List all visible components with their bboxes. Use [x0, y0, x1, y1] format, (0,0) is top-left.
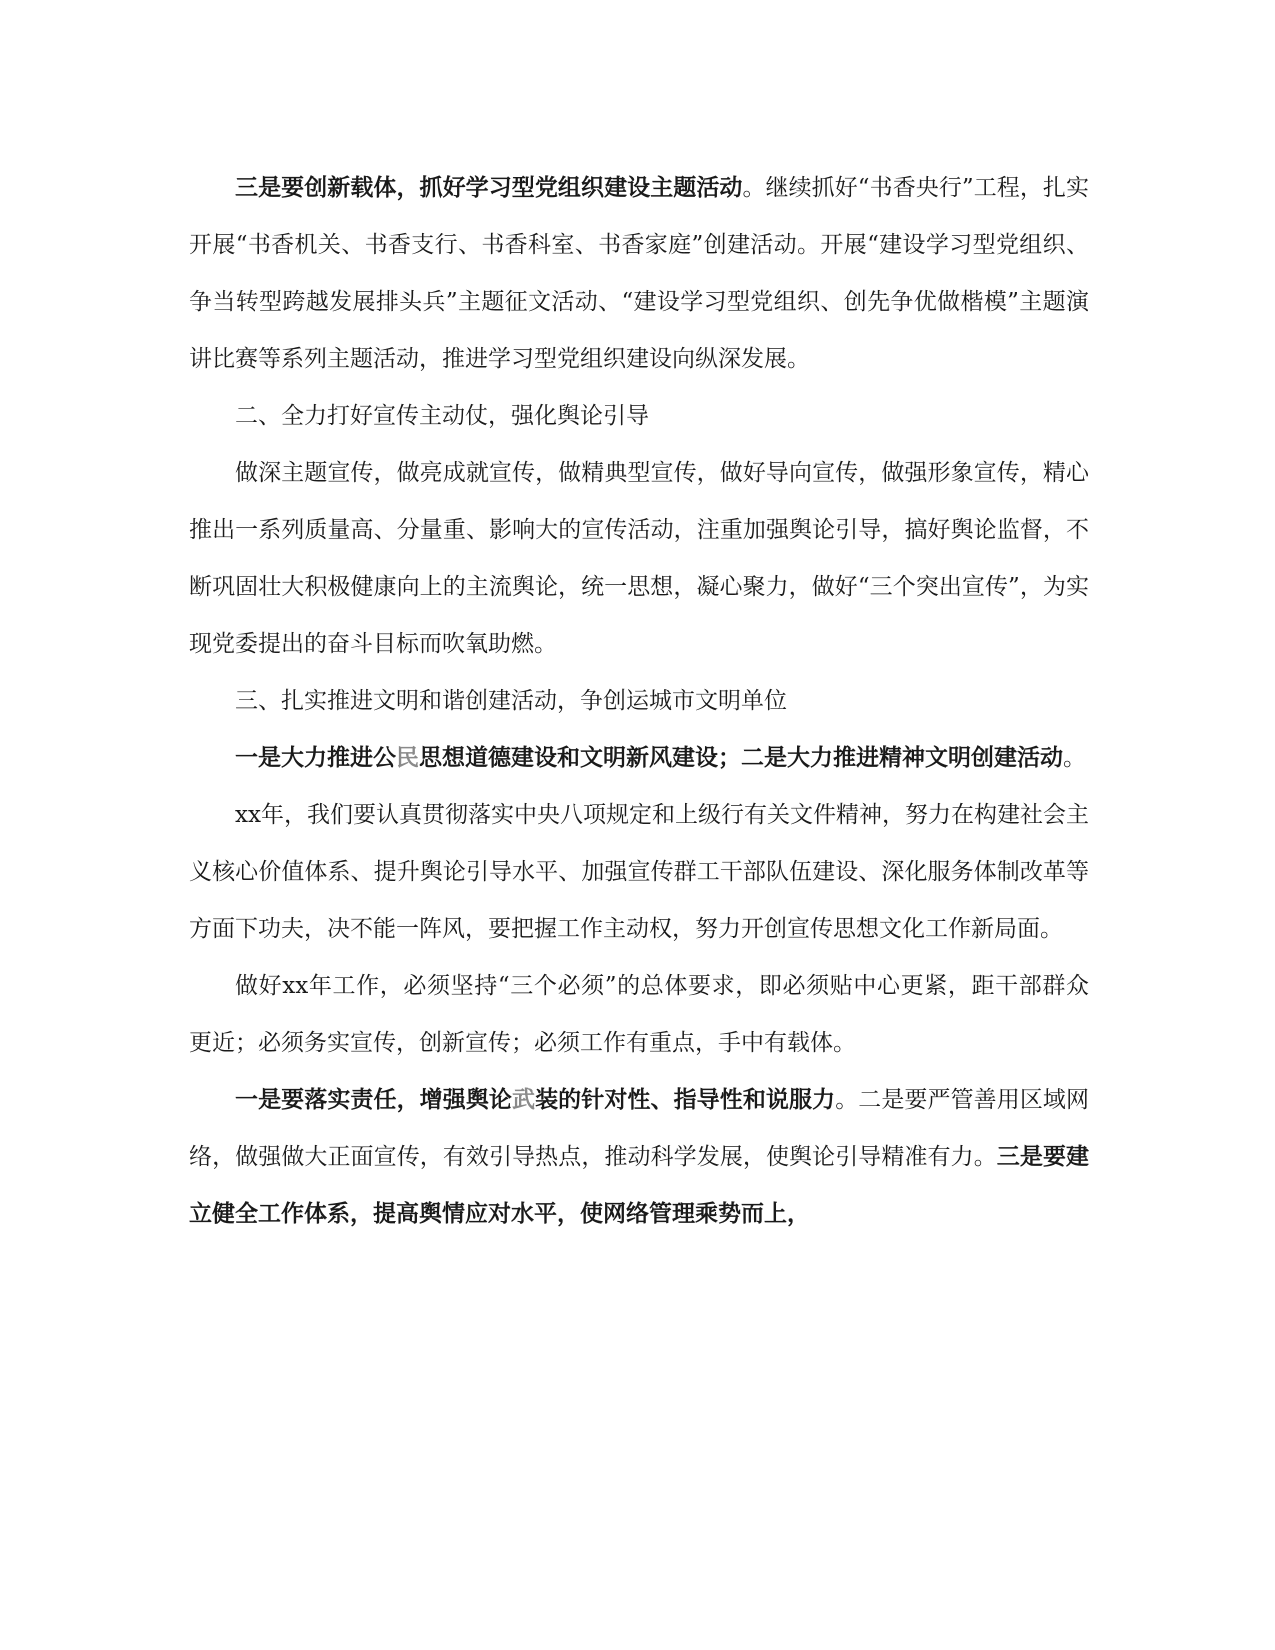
paragraph-lead-continued: 思想道德建设和文明新风建设；二是大力推进精神文明创建活动: [419, 745, 1063, 771]
paragraph-civilization-points: [189, 730, 1089, 787]
paragraph-learning-organization: [189, 160, 1089, 388]
paragraph-middle: 。二是要严管善用区域网络，做强做大正面宣传，有效引导热点，推动科学发展，使舆论引导精准有力: [189, 1087, 1090, 1170]
paragraph-lead: 一是要落实责任，增强舆论: [235, 1087, 512, 1113]
document-body: [189, 160, 1089, 1243]
paragraph-tail: 。: [1063, 745, 1086, 771]
paragraph-closing-bold: 三是要建立健全工作体系，提高舆情应对水平，使网络管理乘势而上，: [189, 1144, 1090, 1227]
faded-character: 武: [512, 1087, 536, 1113]
paragraph-responsibilities: [189, 1072, 1089, 1243]
paragraph-lead: 一是大力推进公: [235, 745, 396, 771]
section-heading-civilization: 三、扎实推进文明和谐创建活动，争创运城市文明单位: [235, 688, 787, 714]
paragraph-lead: 三是要创新载体，抓好学习型党组织建设主题活动: [235, 175, 743, 201]
paragraph-three-musts: 做好xx年工作，必须坚持“三个必须”的总体要求，即必须贴中心更紧，距干部群众更近；必须务实宣传，创新宣传；必须工作有重点，手中有载体。: [189, 973, 1089, 1056]
paragraph-text: 。继续抓好“书香央行”工程，扎实开展“书香机关、书香支行、书香科室、书香家庭”创建活动。开展“建设学习型党组织、争当转型跨越发展排头兵”主题征文活动、“建设学习型党组织、创先争优做楷模”主题演讲比赛等系列主题活动，推进学习型党组织建设向纵深发展。: [189, 175, 1089, 372]
paragraph-lead-continued: 装的针对性、指导性和说服力: [535, 1087, 836, 1113]
paragraph-middle-punct: 。: [973, 1144, 997, 1170]
paragraph-annual-plan: xx年，我们要认真贯彻落实中央八项规定和上级行有关文件精神，努力在构建社会主义核心价值体系、提升舆论引导水平、加强宣传群工干部队伍建设、深化服务体制改革等方面下功夫，决不能一阵风，要把握工作主动权，努力开创宣传思想文化工作新局面。: [189, 802, 1089, 942]
paragraph-publicity: 做深主题宣传，做亮成就宣传，做精典型宣传，做好导向宣传，做强形象宣传，精心推出一系列质量高、分量重、影响大的宣传活动，注重加强舆论引导，搞好舆论监督，不断巩固壮大积极健康向上的主流舆论，统一思想，凝心聚力，做好“三个突出宣传”，为实现党委提出的奋斗目标而吹氧助燃。: [189, 460, 1089, 657]
section-heading-publicity: 二、全力打好宣传主动仗，强化舆论引导: [235, 403, 649, 429]
faded-character: 民: [396, 745, 419, 771]
